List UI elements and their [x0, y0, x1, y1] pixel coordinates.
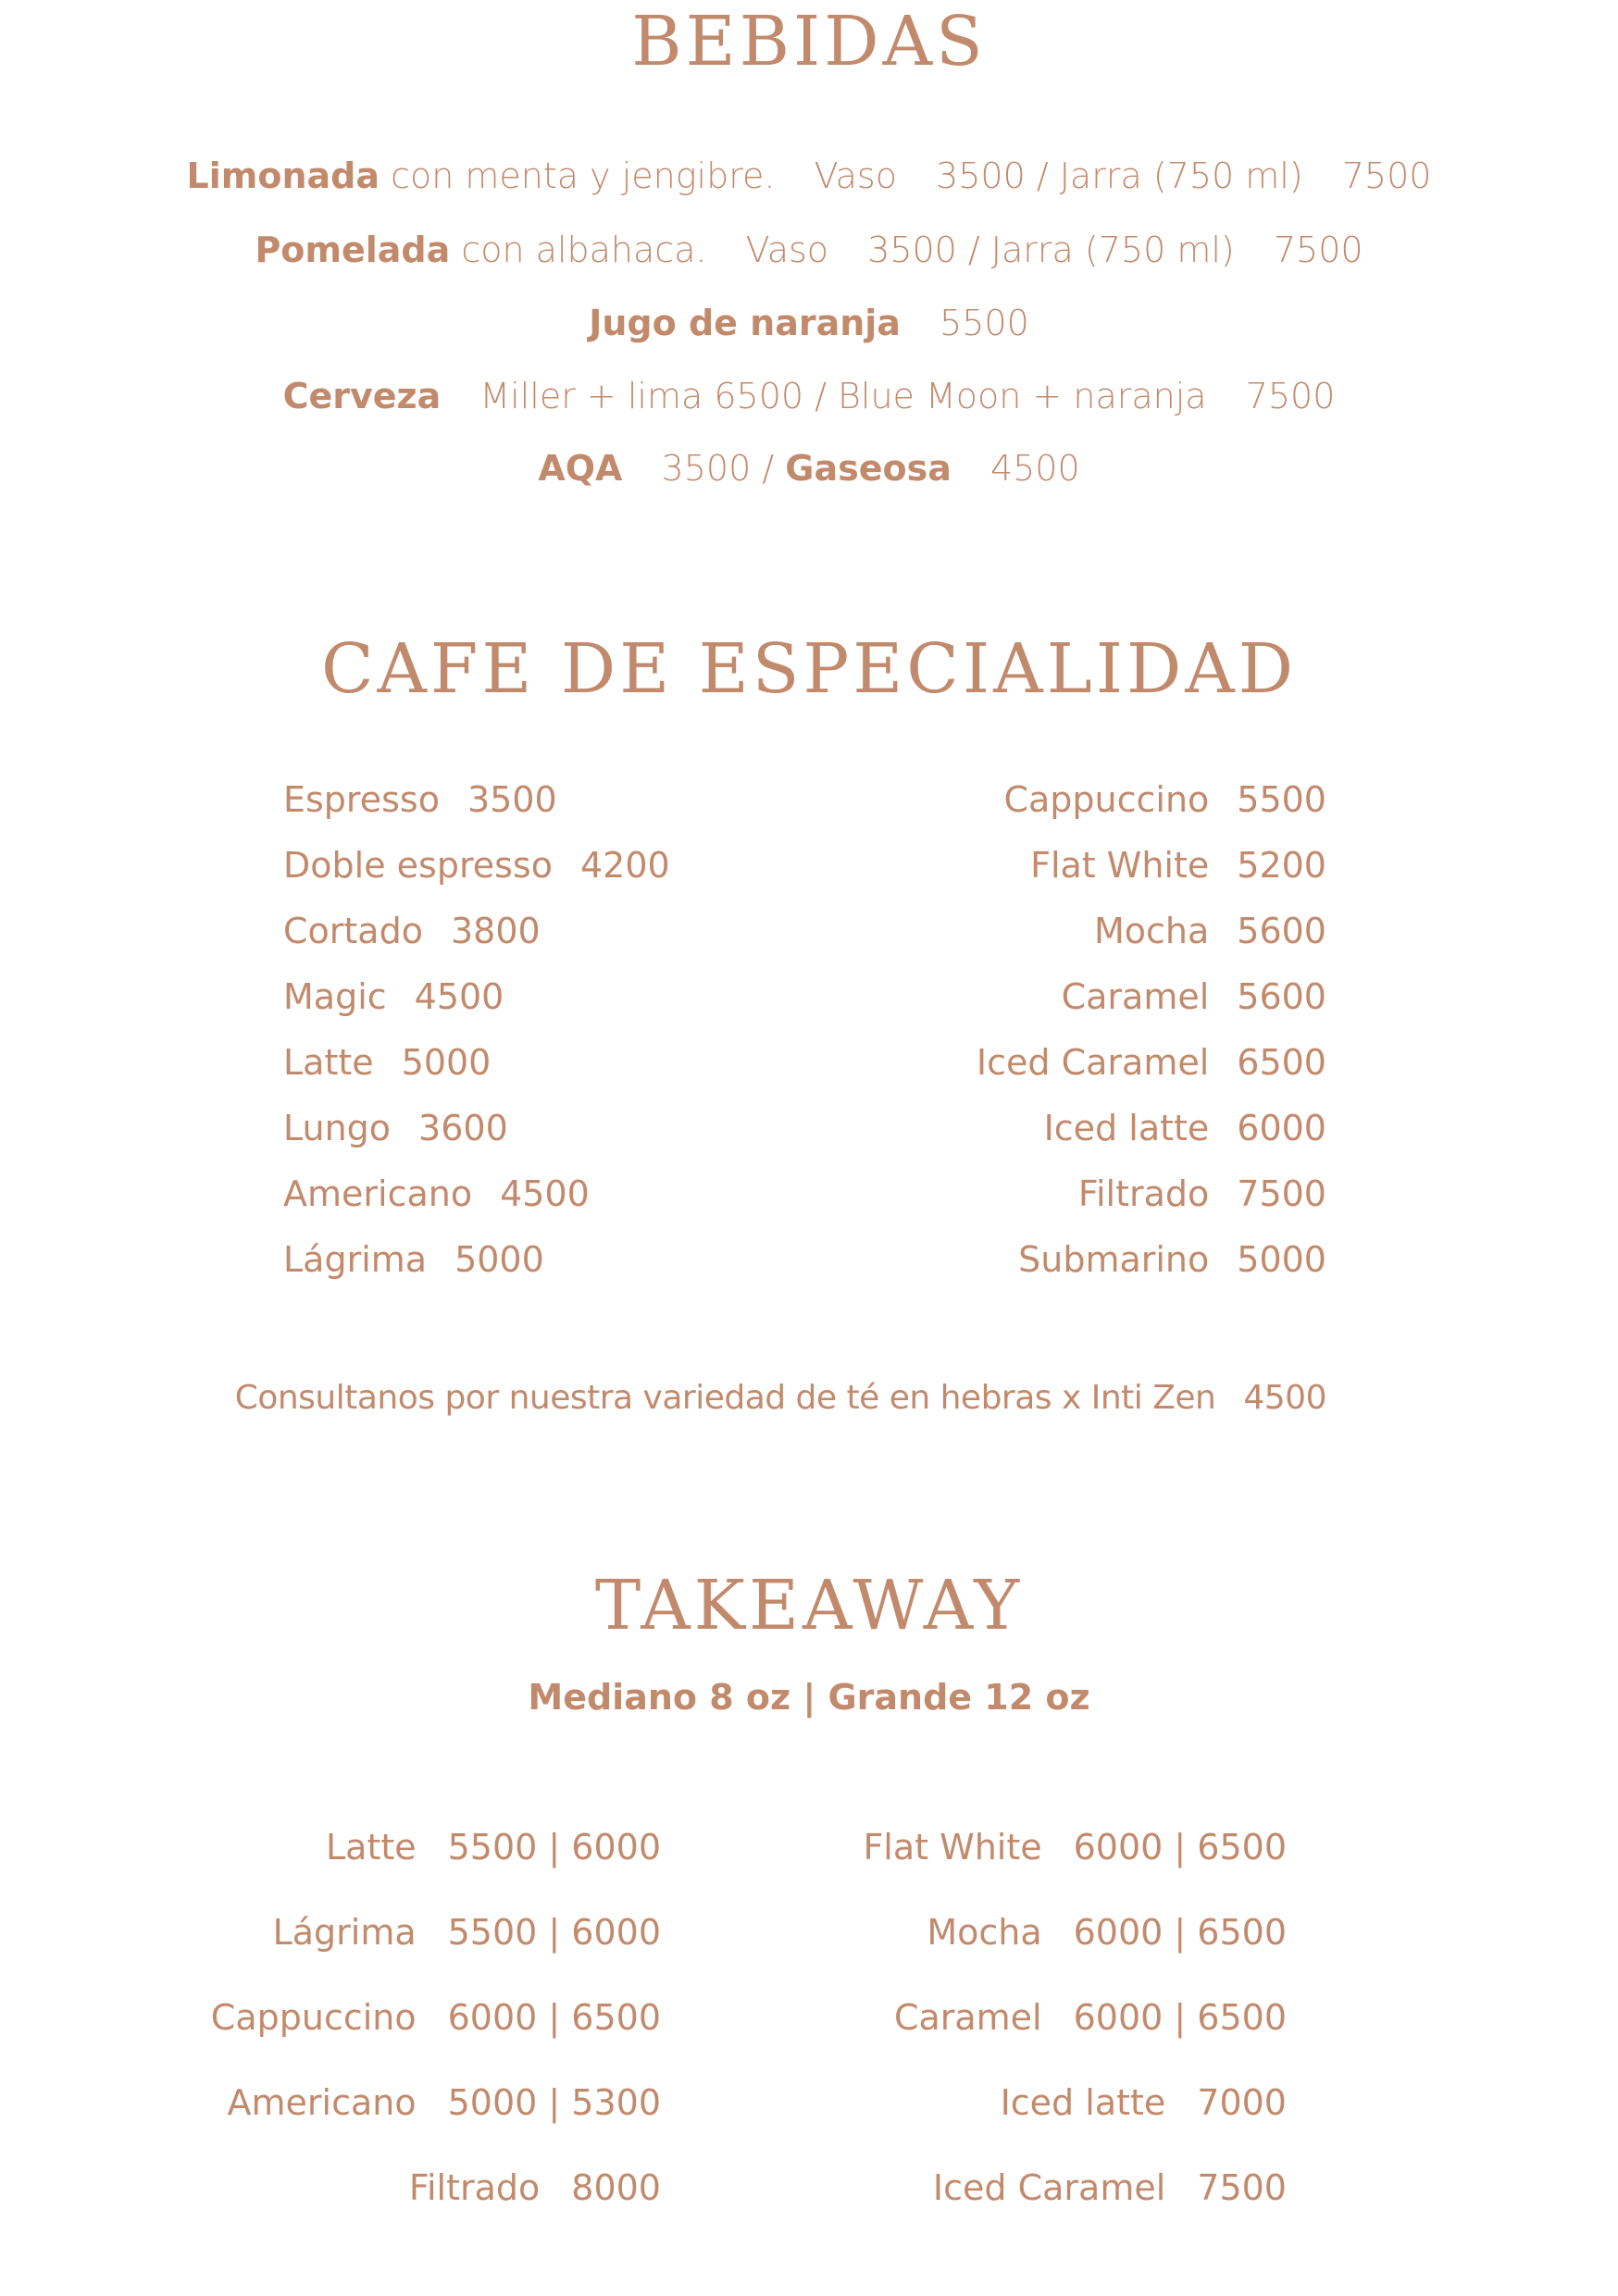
item-name: Limonada — [186, 155, 380, 196]
item-name: Iced latte — [1000, 2082, 1166, 2123]
item-price: 5500 | 6000 — [447, 1827, 661, 1868]
item-name: Doble espresso — [283, 845, 553, 886]
item-name: Filtrado — [408, 2167, 541, 2208]
item-price: 6000 — [1237, 1108, 1326, 1148]
menu-item — [283, 1096, 670, 1161]
item-name: Espresso — [283, 779, 440, 820]
menu-item — [211, 1890, 661, 1975]
item-name: Flat White — [863, 1827, 1042, 1868]
item-desc: con menta y jengibre. — [391, 155, 776, 196]
menu-item — [863, 2145, 1287, 2230]
menu-item — [211, 1805, 661, 1890]
item-price: 3800 — [450, 911, 541, 951]
tea-text: Consultanos por nuestra variedad de té en hebras x Inti Zen — [234, 1379, 1216, 1417]
item-price: 7500 — [1197, 2167, 1287, 2208]
item-name: Mocha — [1093, 911, 1210, 951]
takeaway-left-column — [211, 1805, 661, 2230]
item-price: 3500 / Jarra (750 ml) — [936, 155, 1303, 196]
item-name: Pomelada — [255, 230, 451, 270]
menu-item — [283, 767, 670, 833]
item-name: Gaseosa — [785, 448, 952, 489]
item-price: 7500 — [1341, 155, 1432, 196]
menu-item — [977, 964, 1326, 1030]
item-name: Lágrima — [283, 1239, 428, 1280]
item-name: Americano — [283, 1173, 473, 1214]
menu-item — [283, 1227, 670, 1293]
item-price: 3500 — [661, 448, 752, 489]
menu-item — [977, 767, 1326, 833]
cafe-left-column — [283, 767, 670, 1293]
item-name: Lágrima — [272, 1912, 417, 1953]
item-name: Iced Caramel — [932, 2167, 1166, 2208]
menu-item — [863, 1975, 1287, 2060]
item-price: 7500 — [1273, 230, 1363, 270]
item-price: 5500 | 6000 — [447, 1912, 661, 1953]
menu-item — [977, 899, 1326, 964]
item-price: 6000 | 6500 — [1073, 1912, 1287, 1953]
menu-item — [977, 1030, 1326, 1096]
menu-item — [977, 1096, 1326, 1161]
bebida-jugo — [0, 303, 1618, 343]
item-price: 5500 — [1237, 779, 1326, 820]
menu-item — [211, 1975, 661, 2060]
item-price: 5000 | 5300 — [447, 2082, 661, 2123]
item-name: Latte — [325, 1827, 417, 1868]
menu-item — [863, 1890, 1287, 1975]
menu-item — [977, 1227, 1326, 1293]
menu-item — [211, 2060, 661, 2145]
item-price: 5200 — [1237, 845, 1326, 886]
item-name: Caramel — [1061, 976, 1210, 1017]
bebida-aqa-gaseosa — [0, 448, 1618, 489]
tea-note — [235, 1379, 1326, 1417]
item-name: Mocha — [927, 1912, 1042, 1953]
item-name: Lungo — [283, 1108, 392, 1148]
separator: / — [762, 448, 775, 489]
item-price: 3500 — [467, 779, 557, 820]
item-price: 7500 — [1245, 376, 1336, 416]
takeaway-sizes: Mediano 8 oz | Grande 12 oz — [528, 1677, 1090, 1718]
item-price: 4500 — [414, 976, 504, 1017]
menu-item — [211, 2145, 661, 2230]
item-price: 5000 — [401, 1042, 492, 1083]
menu-item — [283, 899, 670, 964]
item-price: 5600 — [1237, 976, 1326, 1017]
item-price: 4200 — [579, 845, 670, 886]
bebida-cerveza — [0, 376, 1618, 416]
bebida-pomelada — [0, 230, 1618, 270]
bebidas-heading: BEBIDAS — [631, 2, 987, 81]
menu-item — [977, 1161, 1326, 1227]
item-name: Cerveza — [282, 376, 442, 416]
item-price: 5600 — [1237, 911, 1326, 951]
item-price: 8000 — [571, 2167, 661, 2208]
item-price: 6000 | 6500 — [1073, 1827, 1287, 1868]
item-price: 5000 — [1237, 1239, 1326, 1280]
item-price: 5500 — [940, 303, 1029, 343]
item-name: Magic — [283, 976, 387, 1017]
item-size: Vaso — [814, 155, 897, 196]
bebida-limonada — [0, 155, 1618, 196]
menu-item — [283, 964, 670, 1030]
item-desc: con albahaca. — [461, 230, 707, 270]
item-name: Caramel — [893, 1997, 1042, 2038]
item-name: Americano — [227, 2082, 417, 2123]
takeaway-right-column — [863, 1805, 1287, 2230]
item-name: Iced latte — [1043, 1108, 1210, 1148]
item-desc: Miller + lima 6500 / Blue Moon + naranja — [479, 376, 1207, 416]
cafe-heading: CAFE DE ESPECIALIDAD — [320, 629, 1298, 709]
menu-item — [283, 833, 670, 899]
item-name: Cappuccino — [1003, 779, 1210, 820]
tea-price: 4500 — [1243, 1379, 1326, 1417]
item-name: Iced Caramel — [976, 1042, 1210, 1083]
item-price: 3500 / Jarra (750 ml) — [867, 230, 1235, 270]
item-price: 6500 — [1237, 1042, 1326, 1083]
item-price: 3600 — [418, 1108, 508, 1148]
item-name: Jugo de naranja — [589, 303, 901, 343]
item-price: 5000 — [454, 1239, 544, 1280]
takeaway-heading: TAKEAWAY — [594, 1566, 1024, 1645]
item-price: 7500 — [1237, 1173, 1326, 1214]
item-name: Filtrado — [1077, 1173, 1210, 1214]
item-price: 7000 — [1197, 2082, 1287, 2123]
item-size: Vaso — [745, 230, 829, 270]
menu-item — [283, 1161, 670, 1227]
cafe-right-column — [977, 767, 1326, 1293]
item-price: 4500 — [989, 448, 1080, 489]
menu-item — [863, 1805, 1287, 1890]
item-price: 6000 | 6500 — [1073, 1997, 1287, 2038]
menu-item — [283, 1030, 670, 1096]
menu-item — [977, 833, 1326, 899]
item-name: AQA — [538, 448, 623, 489]
menu-item — [863, 2060, 1287, 2145]
item-name: Flat White — [1030, 845, 1210, 886]
item-name: Cortado — [283, 911, 423, 951]
item-name: Latte — [283, 1042, 374, 1083]
item-price: 6000 | 6500 — [447, 1997, 661, 2038]
item-price: 4500 — [500, 1173, 590, 1214]
item-name: Submarino — [1018, 1239, 1210, 1280]
item-name: Cappuccino — [210, 1997, 417, 2038]
